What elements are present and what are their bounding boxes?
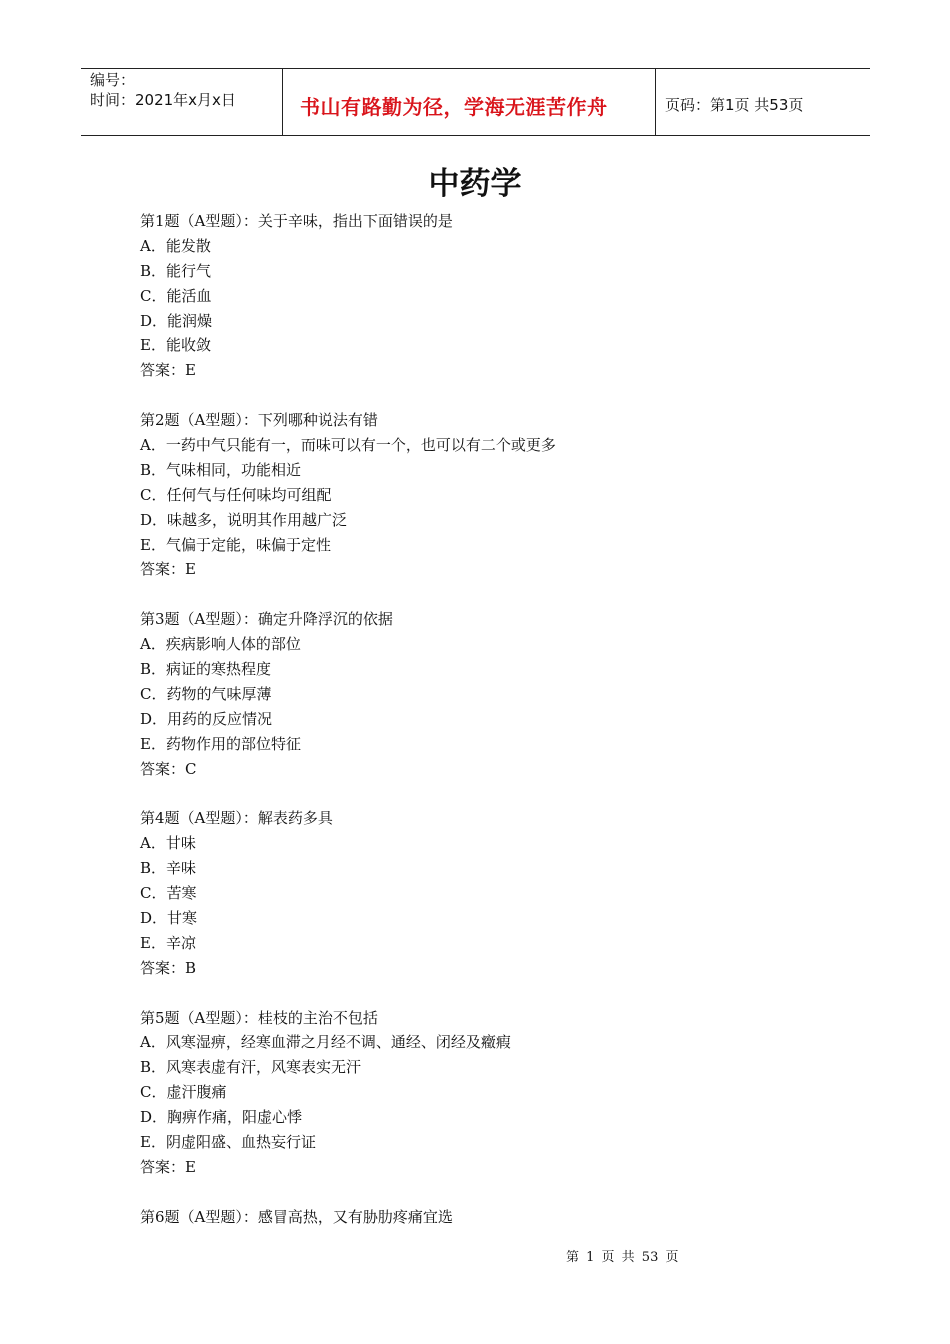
question-block bbox=[140, 408, 860, 582]
answer-option: B．能行气 bbox=[140, 261, 212, 280]
answer-option: A．甘味 bbox=[140, 834, 196, 853]
header-right-cell bbox=[656, 69, 870, 135]
answer-option: B．风寒表虚有汗，风寒表实无汗 bbox=[140, 1058, 362, 1077]
answer-key: 答案：E bbox=[140, 1157, 196, 1176]
answer-option: E．药物作用的部位特征 bbox=[140, 734, 301, 753]
question-block bbox=[140, 209, 860, 383]
question-stem: 第1题（A型题）：关于辛味，指出下面错误的是 bbox=[140, 212, 453, 230]
page-footer: 第 1 页 共 53 页 bbox=[566, 1250, 679, 1265]
answer-option: D．胸痹作痛，阳虚心悸 bbox=[140, 1108, 303, 1127]
page-info: 页码：第1页 共53页 bbox=[665, 96, 804, 114]
header-left-cell bbox=[81, 69, 282, 135]
answer-option: B．气味相同，功能相近 bbox=[140, 460, 302, 479]
answer-option: C．任何气与任何味均可组配 bbox=[140, 485, 332, 504]
question-stem: 第2题（A型题）：下列哪种说法有错 bbox=[140, 411, 378, 430]
document-header bbox=[81, 68, 870, 136]
answer-option: A．疾病影响人体的部位 bbox=[140, 635, 301, 654]
document-title: 中药学 bbox=[428, 166, 522, 202]
question-block bbox=[140, 1205, 860, 1230]
answer-option: B．辛味 bbox=[140, 859, 197, 878]
question-stem: 第4题（A型题）：解表药多具 bbox=[140, 809, 333, 828]
answer-key: 答案：B bbox=[140, 958, 197, 977]
question-list bbox=[140, 209, 860, 1254]
answer-option: C．苦寒 bbox=[140, 884, 197, 903]
answer-option: B．病证的寒热程度 bbox=[140, 660, 272, 679]
answer-key: 答案：E bbox=[140, 361, 196, 380]
header-middle-cell bbox=[282, 69, 656, 135]
answer-option: E．辛凉 bbox=[140, 933, 196, 952]
answer-key: 答案：C bbox=[140, 759, 197, 778]
question-block bbox=[140, 806, 860, 980]
answer-option: A．风寒湿痹，经寒血滞之月经不调、通经、闭经及癥瘕 bbox=[140, 1033, 511, 1052]
question-stem: 第3题（A型题）：确定升降浮沉的依据 bbox=[140, 610, 393, 629]
answer-option: C．虚汗腹痛 bbox=[140, 1083, 227, 1102]
question-block bbox=[140, 1006, 860, 1180]
answer-key: 答案：E bbox=[140, 560, 196, 579]
answer-option: E．能收敛 bbox=[140, 336, 211, 355]
answer-option: D．甘寒 bbox=[140, 908, 198, 927]
answer-option: D．味越多，说明其作用越广泛 bbox=[140, 510, 348, 529]
answer-option: C．能活血 bbox=[140, 286, 212, 305]
question-block bbox=[140, 607, 860, 781]
question-stem: 第6题（A型题）：感冒高热，又有胁肋疼痛宜选 bbox=[140, 1207, 453, 1226]
motto-text: 书山有路勤为径，学海无涯苦作舟 bbox=[300, 95, 608, 119]
time-label: 时间：2021年x月x日 bbox=[90, 91, 236, 109]
answer-option: E．气偏于定能，味偏于定性 bbox=[140, 535, 331, 554]
question-stem: 第5题（A型题）：桂枝的主治不包括 bbox=[140, 1008, 378, 1027]
answer-option: C．药物的气味厚薄 bbox=[140, 684, 272, 703]
answer-option: A．一药中气只能有一，而味可以有一个，也可以有二个或更多 bbox=[140, 436, 556, 455]
answer-option: D．能润燥 bbox=[140, 311, 213, 330]
number-label: 编号： bbox=[90, 71, 136, 89]
answer-option: A．能发散 bbox=[140, 236, 211, 255]
answer-option: E．阴虚阳盛、血热妄行证 bbox=[140, 1132, 316, 1151]
answer-option: D．用药的反应情况 bbox=[140, 709, 273, 728]
